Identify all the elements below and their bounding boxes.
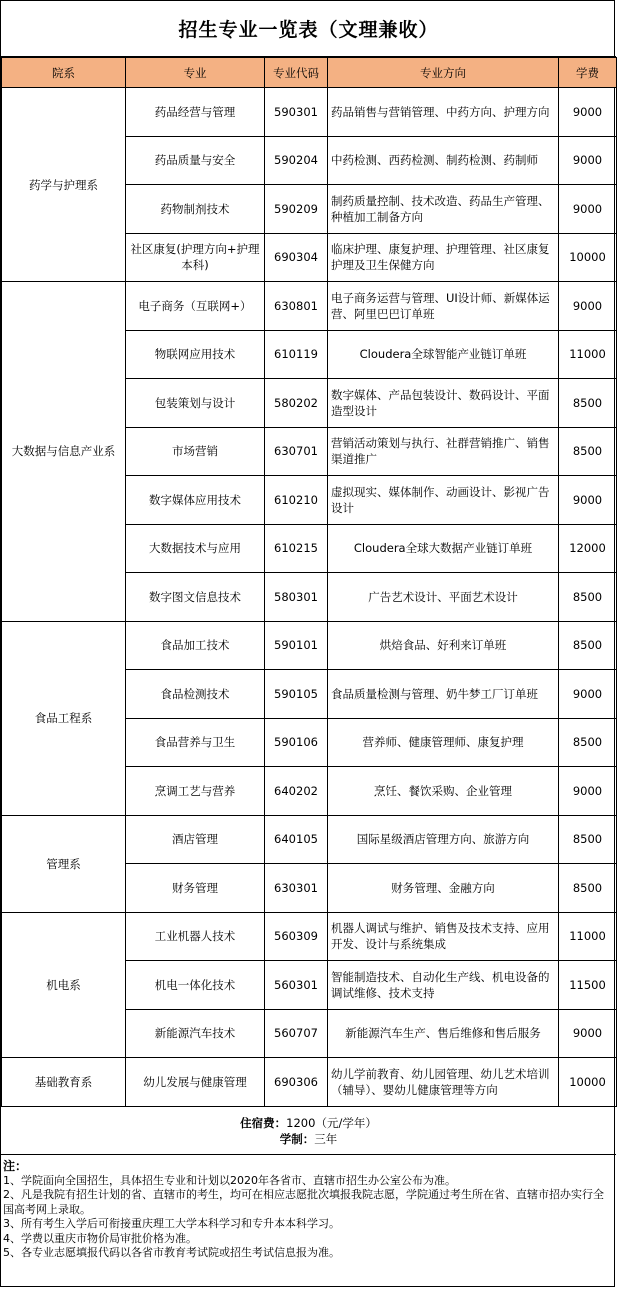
note-item: 5、各专业志愿填报代码以各省市教育考试院或招生考试信息报为准。 bbox=[3, 1246, 340, 1259]
header-department: 院系 bbox=[2, 58, 126, 88]
direction-cell: 临床护理、康复护理、护理管理、社区康复护理及卫生保健方向 bbox=[328, 233, 559, 282]
fee-summary bbox=[1, 1106, 616, 1155]
table-row bbox=[2, 1058, 617, 1107]
code-cell: 630801 bbox=[265, 282, 328, 331]
direction-cell: 药品销售与营销管理、中药方向、护理方向 bbox=[328, 88, 559, 137]
direction-cell: 烘焙食品、好利来订单班 bbox=[328, 621, 559, 670]
fee-cell: 10000 bbox=[559, 233, 617, 282]
fee-cell: 9000 bbox=[559, 670, 617, 719]
fee-cell: 9000 bbox=[559, 185, 617, 234]
fee-cell: 9000 bbox=[559, 136, 617, 185]
duration-value: 三年 bbox=[314, 1132, 338, 1146]
major-cell: 物联网应用技术 bbox=[126, 330, 265, 379]
fee-cell: 8500 bbox=[559, 815, 617, 864]
major-cell: 药物制剂技术 bbox=[126, 185, 265, 234]
fee-cell: 11500 bbox=[559, 961, 617, 1010]
fee-cell: 9000 bbox=[559, 476, 617, 525]
department-cell: 药学与护理系 bbox=[2, 88, 126, 282]
table-row bbox=[2, 621, 617, 670]
table-row bbox=[2, 88, 617, 137]
code-cell: 630301 bbox=[265, 864, 328, 913]
fee-cell: 9000 bbox=[559, 282, 617, 331]
direction-cell: Cloudera全球大数据产业链订单班 bbox=[328, 524, 559, 573]
major-cell: 数字媒体应用技术 bbox=[126, 476, 265, 525]
direction-cell: 财务管理、金融方向 bbox=[328, 864, 559, 913]
page-title: 招生专业一览表（文理兼收） bbox=[1, 1, 616, 57]
major-cell: 数字图文信息技术 bbox=[126, 573, 265, 622]
note-item: 1、学院面向全国招生，具体招生专业和计划以2020年各省市、直辖市招生办公室公布为准。 bbox=[3, 1173, 456, 1187]
fee-cell: 9000 bbox=[559, 767, 617, 816]
major-cell: 烹调工艺与营养 bbox=[126, 767, 265, 816]
direction-cell: 幼儿学前教育、幼儿园管理、幼儿艺术培训（辅导）、婴幼儿健康管理等方向 bbox=[328, 1058, 559, 1107]
fee-cell: 8500 bbox=[559, 573, 617, 622]
code-cell: 580202 bbox=[265, 379, 328, 428]
header-code: 专业代码 bbox=[265, 58, 328, 88]
code-cell: 580301 bbox=[265, 573, 328, 622]
direction-cell: 数字媒体、产品包装设计、数码设计、平面造型设计 bbox=[328, 379, 559, 428]
direction-cell: 制药质量控制、技术改造、药品生产管理、种植加工制备方向 bbox=[328, 185, 559, 234]
direction-cell: 食品质量检测与管理、奶牛梦工厂订单班 bbox=[328, 670, 559, 719]
major-cell: 幼儿发展与健康管理 bbox=[126, 1058, 265, 1107]
major-cell: 食品营养与卫生 bbox=[126, 718, 265, 767]
fee-cell: 9000 bbox=[559, 1009, 617, 1058]
code-cell: 610210 bbox=[265, 476, 328, 525]
direction-cell: 国际星级酒店管理方向、旅游方向 bbox=[328, 815, 559, 864]
code-cell: 590204 bbox=[265, 136, 328, 185]
fee-cell: 10000 bbox=[559, 1058, 617, 1107]
code-cell: 610119 bbox=[265, 330, 328, 379]
major-cell: 药品质量与安全 bbox=[126, 136, 265, 185]
major-cell: 电子商务（互联网+） bbox=[126, 282, 265, 331]
majors-table bbox=[1, 57, 617, 1107]
notes-heading: 注： bbox=[3, 1159, 28, 1173]
fee-cell: 8500 bbox=[559, 379, 617, 428]
notes-section bbox=[3, 1159, 613, 1261]
table-row bbox=[2, 912, 617, 961]
fee-cell: 8500 bbox=[559, 427, 617, 476]
accommodation-value: 1200（元/学年） bbox=[286, 1116, 377, 1130]
fee-cell: 8500 bbox=[559, 718, 617, 767]
direction-cell: 智能制造技术、自动化生产线、机电设备的调试维修、技术支持 bbox=[328, 961, 559, 1010]
code-cell: 640105 bbox=[265, 815, 328, 864]
header-major: 专业 bbox=[126, 58, 265, 88]
code-cell: 590106 bbox=[265, 718, 328, 767]
department-cell: 基础教育系 bbox=[2, 1058, 126, 1107]
code-cell: 610215 bbox=[265, 524, 328, 573]
major-cell: 酒店管理 bbox=[126, 815, 265, 864]
major-cell: 新能源汽车技术 bbox=[126, 1009, 265, 1058]
major-cell: 药品经营与管理 bbox=[126, 88, 265, 137]
fee-cell: 11000 bbox=[559, 330, 617, 379]
major-cell: 包装策划与设计 bbox=[126, 379, 265, 428]
department-cell: 机电系 bbox=[2, 912, 126, 1058]
code-cell: 560301 bbox=[265, 961, 328, 1010]
code-cell: 690306 bbox=[265, 1058, 328, 1107]
direction-cell: 广告艺术设计、平面艺术设计 bbox=[328, 573, 559, 622]
table-row bbox=[2, 282, 617, 331]
code-cell: 590105 bbox=[265, 670, 328, 719]
direction-cell: 新能源汽车生产、售后维修和售后服务 bbox=[328, 1009, 559, 1058]
fee-cell: 9000 bbox=[559, 88, 617, 137]
major-cell: 食品加工技术 bbox=[126, 621, 265, 670]
direction-cell: Cloudera全球智能产业链订单班 bbox=[328, 330, 559, 379]
department-cell: 食品工程系 bbox=[2, 621, 126, 815]
fee-cell: 8500 bbox=[559, 864, 617, 913]
major-cell: 大数据技术与应用 bbox=[126, 524, 265, 573]
note-item: 3、所有考生入学后可衔接重庆理工大学本科学习和专升本本科学习。 bbox=[3, 1217, 340, 1230]
accommodation-label: 住宿费： bbox=[240, 1116, 287, 1130]
major-cell: 食品检测技术 bbox=[126, 670, 265, 719]
major-cell: 社区康复(护理方向+护理本科) bbox=[126, 233, 265, 282]
direction-cell: 虚拟现实、媒体制作、动画设计、影视广告设计 bbox=[328, 476, 559, 525]
major-cell: 市场营销 bbox=[126, 427, 265, 476]
table-row bbox=[2, 815, 617, 864]
direction-cell: 中药检测、西药检测、制药检测、药制师 bbox=[328, 136, 559, 185]
major-cell: 工业机器人技术 bbox=[126, 912, 265, 961]
fee-cell: 12000 bbox=[559, 524, 617, 573]
direction-cell: 机器人调试与维护、销售及技术支持、应用开发、设计与系统集成 bbox=[328, 912, 559, 961]
fee-cell: 8500 bbox=[559, 621, 617, 670]
header-direction: 专业方向 bbox=[328, 58, 559, 88]
header-fee: 学费 bbox=[559, 58, 617, 88]
fee-cell: 11000 bbox=[559, 912, 617, 961]
code-cell: 690304 bbox=[265, 233, 328, 282]
code-cell: 590101 bbox=[265, 621, 328, 670]
code-cell: 630701 bbox=[265, 427, 328, 476]
code-cell: 640202 bbox=[265, 767, 328, 816]
code-cell: 590209 bbox=[265, 185, 328, 234]
note-item: 4、学费以重庆市物价局审批价格为准。 bbox=[3, 1231, 197, 1245]
direction-cell: 烹饪、餐饮采购、企业管理 bbox=[328, 767, 559, 816]
direction-cell: 营销活动策划与执行、社群营销推广、销售渠道推广 bbox=[328, 427, 559, 476]
duration-label: 学制： bbox=[279, 1132, 315, 1146]
department-cell: 管理系 bbox=[2, 815, 126, 912]
direction-cell: 营养师、健康管理师、康复护理 bbox=[328, 718, 559, 767]
note-item: 2、凡是我院有招生计划的省、直辖市的考生，均可在相应志愿批次填报我院志愿，学院通过考生所在省、直辖市招办实行全国高考网上录取。 bbox=[3, 1188, 604, 1216]
major-cell: 机电一体化技术 bbox=[126, 961, 265, 1010]
code-cell: 560707 bbox=[265, 1009, 328, 1058]
department-cell: 大数据与信息产业系 bbox=[2, 282, 126, 622]
direction-cell: 电子商务运营与管理、UI设计师、新媒体运营、阿里巴巴订单班 bbox=[328, 282, 559, 331]
major-cell: 财务管理 bbox=[126, 864, 265, 913]
code-cell: 590301 bbox=[265, 88, 328, 137]
code-cell: 560309 bbox=[265, 912, 328, 961]
header-row bbox=[2, 58, 617, 88]
